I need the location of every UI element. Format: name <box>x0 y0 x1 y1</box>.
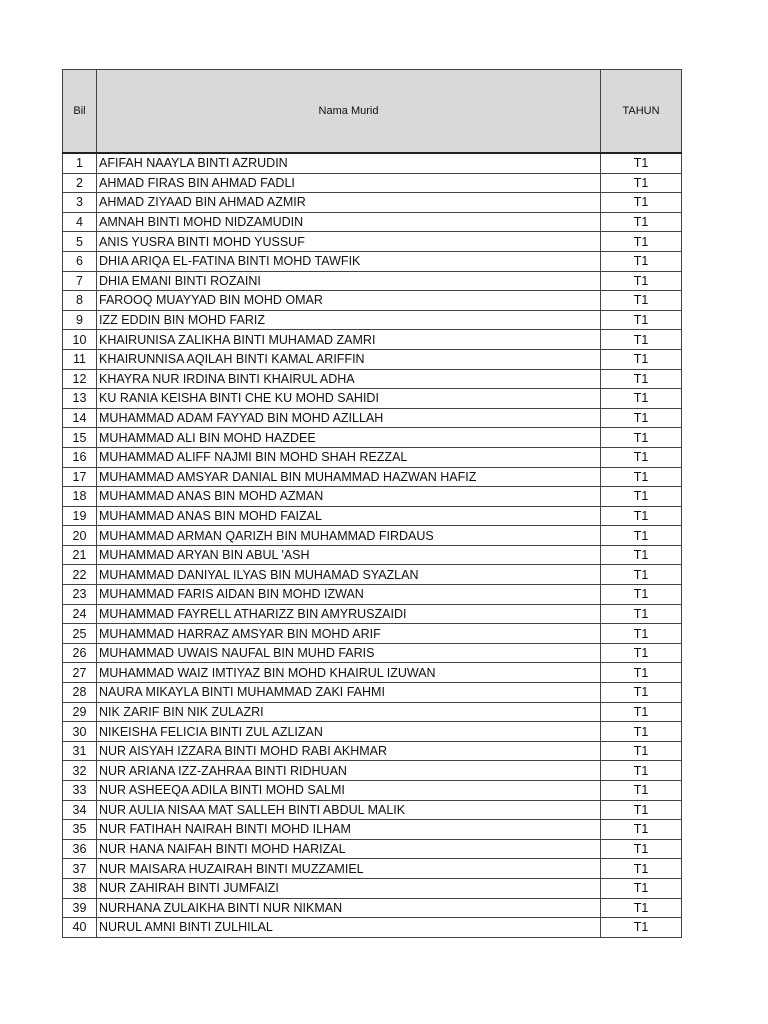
year-cell: T1 <box>601 330 682 350</box>
student-name: NUR ASHEEQA ADILA BINTI MOHD SALMI <box>97 781 601 801</box>
year-cell: T1 <box>601 722 682 742</box>
student-name: MUHAMMAD ALI BIN MOHD HAZDEE <box>97 428 601 448</box>
student-name: MUHAMMAD WAIZ IMTIYAZ BIN MOHD KHAIRUL IZUWAN <box>97 663 601 683</box>
student-name: DHIA EMANI BINTI ROZAINI <box>97 271 601 291</box>
student-name: NUR AULIA NISAA MAT SALLEH BINTI ABDUL MALIK <box>97 800 601 820</box>
year-cell: T1 <box>601 624 682 644</box>
table-row <box>63 369 682 389</box>
student-name: IZZ EDDIN BIN MOHD FARIZ <box>97 310 601 330</box>
row-number: 12 <box>63 369 97 389</box>
student-name: MUHAMMAD HARRAZ AMSYAR BIN MOHD ARIF <box>97 624 601 644</box>
student-name: NUR ARIANA IZZ-ZAHRAA BINTI RIDHUAN <box>97 761 601 781</box>
row-number: 16 <box>63 447 97 467</box>
row-number: 17 <box>63 467 97 487</box>
table-row <box>63 232 682 252</box>
student-name: NIKEISHA FELICIA BINTI ZUL AZLIZAN <box>97 722 601 742</box>
row-number: 20 <box>63 526 97 546</box>
year-cell: T1 <box>601 212 682 232</box>
row-number: 10 <box>63 330 97 350</box>
year-cell: T1 <box>601 251 682 271</box>
table-row <box>63 663 682 683</box>
row-number: 14 <box>63 408 97 428</box>
table-row <box>63 408 682 428</box>
student-name: FAROOQ MUAYYAD BIN MOHD OMAR <box>97 291 601 311</box>
year-cell: T1 <box>601 506 682 526</box>
year-cell: T1 <box>601 271 682 291</box>
year-cell: T1 <box>601 741 682 761</box>
year-cell: T1 <box>601 369 682 389</box>
row-number: 37 <box>63 859 97 879</box>
year-cell: T1 <box>601 878 682 898</box>
table-row <box>63 643 682 663</box>
table-row <box>63 251 682 271</box>
row-number: 26 <box>63 643 97 663</box>
year-cell: T1 <box>601 781 682 801</box>
row-number: 4 <box>63 212 97 232</box>
row-number: 25 <box>63 624 97 644</box>
table-row <box>63 722 682 742</box>
student-name: NIK ZARIF BIN NIK ZULAZRI <box>97 702 601 722</box>
table-row <box>63 918 682 938</box>
row-number: 3 <box>63 193 97 213</box>
year-cell: T1 <box>601 408 682 428</box>
row-number: 31 <box>63 741 97 761</box>
year-cell: T1 <box>601 663 682 683</box>
year-cell: T1 <box>601 820 682 840</box>
student-name: MUHAMMAD UWAIS NAUFAL BIN MUHD FARIS <box>97 643 601 663</box>
row-number: 23 <box>63 585 97 605</box>
year-cell: T1 <box>601 467 682 487</box>
year-cell: T1 <box>601 683 682 703</box>
student-name: KHAIRUNISA ZALIKHA BINTI MUHAMAD ZAMRI <box>97 330 601 350</box>
table-row <box>63 624 682 644</box>
row-number: 2 <box>63 173 97 193</box>
table-row <box>63 839 682 859</box>
table-row <box>63 702 682 722</box>
table-row <box>63 820 682 840</box>
year-cell: T1 <box>601 526 682 546</box>
year-cell: T1 <box>601 859 682 879</box>
row-number: 7 <box>63 271 97 291</box>
year-cell: T1 <box>601 389 682 409</box>
row-number: 19 <box>63 506 97 526</box>
student-name: MUHAMMAD ARMAN QARIZH BIN MUHAMMAD FIRDAUS <box>97 526 601 546</box>
student-name: NUR FATIHAH NAIRAH BINTI MOHD ILHAM <box>97 820 601 840</box>
table-row <box>63 604 682 624</box>
row-number: 29 <box>63 702 97 722</box>
student-name: MUHAMMAD AMSYAR DANIAL BIN MUHAMMAD HAZWAN HAFIZ <box>97 467 601 487</box>
table-row <box>63 349 682 369</box>
year-cell: T1 <box>601 918 682 938</box>
year-cell: T1 <box>601 173 682 193</box>
student-name: KHAIRUNNISA AQILAH BINTI KAMAL ARIFFIN <box>97 349 601 369</box>
student-name: AMNAH BINTI MOHD NIDZAMUDIN <box>97 212 601 232</box>
table-row <box>63 565 682 585</box>
header-nama-murid: Nama Murid <box>97 70 601 154</box>
year-cell: T1 <box>601 585 682 605</box>
year-cell: T1 <box>601 545 682 565</box>
year-cell: T1 <box>601 800 682 820</box>
table-row <box>63 330 682 350</box>
student-name: DHIA ARIQA EL-FATINA BINTI MOHD TAWFIK <box>97 251 601 271</box>
row-number: 39 <box>63 898 97 918</box>
student-name: NUR HANA NAIFAH BINTI MOHD HARIZAL <box>97 839 601 859</box>
row-number: 11 <box>63 349 97 369</box>
table-header <box>63 70 682 154</box>
table-row <box>63 487 682 507</box>
table-body <box>63 153 682 937</box>
year-cell: T1 <box>601 898 682 918</box>
header-bil: Bil <box>63 70 97 154</box>
student-name: MUHAMMAD DANIYAL ILYAS BIN MUHAMAD SYAZLAN <box>97 565 601 585</box>
table-row <box>63 212 682 232</box>
year-cell: T1 <box>601 839 682 859</box>
year-cell: T1 <box>601 761 682 781</box>
row-number: 35 <box>63 820 97 840</box>
student-name: MUHAMMAD FAYRELL ATHARIZZ BIN AMYRUSZAIDI <box>97 604 601 624</box>
table-row <box>63 898 682 918</box>
row-number: 22 <box>63 565 97 585</box>
year-cell: T1 <box>601 153 682 173</box>
row-number: 38 <box>63 878 97 898</box>
table-row <box>63 193 682 213</box>
table-row <box>63 741 682 761</box>
table-row <box>63 447 682 467</box>
student-name: KU RANIA KEISHA BINTI CHE KU MOHD SAHIDI <box>97 389 601 409</box>
year-cell: T1 <box>601 291 682 311</box>
year-cell: T1 <box>601 428 682 448</box>
year-cell: T1 <box>601 604 682 624</box>
table-row <box>63 389 682 409</box>
table-row <box>63 800 682 820</box>
row-number: 9 <box>63 310 97 330</box>
table-row <box>63 585 682 605</box>
table-row <box>63 545 682 565</box>
row-number: 13 <box>63 389 97 409</box>
table-row <box>63 153 682 173</box>
row-number: 33 <box>63 781 97 801</box>
row-number: 36 <box>63 839 97 859</box>
row-number: 24 <box>63 604 97 624</box>
year-cell: T1 <box>601 643 682 663</box>
student-name: NUR ZAHIRAH BINTI JUMFAIZI <box>97 878 601 898</box>
year-cell: T1 <box>601 487 682 507</box>
student-name: KHAYRA NUR IRDINA BINTI KHAIRUL ADHA <box>97 369 601 389</box>
row-number: 18 <box>63 487 97 507</box>
student-name: MUHAMMAD ANAS BIN MOHD FAIZAL <box>97 506 601 526</box>
student-name: NURHANA ZULAIKHA BINTI NUR NIKMAN <box>97 898 601 918</box>
table-row <box>63 878 682 898</box>
student-name: AHMAD ZIYAAD BIN AHMAD AZMIR <box>97 193 601 213</box>
year-cell: T1 <box>601 232 682 252</box>
student-name: NAURA MIKAYLA BINTI MUHAMMAD ZAKI FAHMI <box>97 683 601 703</box>
row-number: 30 <box>63 722 97 742</box>
row-number: 5 <box>63 232 97 252</box>
row-number: 28 <box>63 683 97 703</box>
table-row <box>63 271 682 291</box>
table-row <box>63 506 682 526</box>
table-row <box>63 683 682 703</box>
header-row <box>63 70 682 154</box>
student-name: MUHAMMAD ARYAN BIN ABUL 'ASH <box>97 545 601 565</box>
table-row <box>63 859 682 879</box>
year-cell: T1 <box>601 193 682 213</box>
row-number: 6 <box>63 251 97 271</box>
table-row <box>63 291 682 311</box>
header-tahun: TAHUN <box>601 70 682 154</box>
student-name: ANIS YUSRA BINTI MOHD YUSSUF <box>97 232 601 252</box>
year-cell: T1 <box>601 447 682 467</box>
student-name: NURUL AMNI BINTI ZULHILAL <box>97 918 601 938</box>
student-name: MUHAMMAD ALIFF NAJMI BIN MOHD SHAH REZZAL <box>97 447 601 467</box>
row-number: 27 <box>63 663 97 683</box>
student-name: AHMAD FIRAS BIN AHMAD FADLI <box>97 173 601 193</box>
table-row <box>63 310 682 330</box>
student-name: MUHAMMAD FARIS AIDAN BIN MOHD IZWAN <box>97 585 601 605</box>
row-number: 40 <box>63 918 97 938</box>
row-number: 8 <box>63 291 97 311</box>
table-row <box>63 173 682 193</box>
student-name: MUHAMMAD ADAM FAYYAD BIN MOHD AZILLAH <box>97 408 601 428</box>
row-number: 21 <box>63 545 97 565</box>
table-row <box>63 467 682 487</box>
table-row <box>63 761 682 781</box>
student-name: NUR AISYAH IZZARA BINTI MOHD RABI AKHMAR <box>97 741 601 761</box>
student-name: AFIFAH NAAYLA BINTI AZRUDIN <box>97 153 601 173</box>
table-row <box>63 428 682 448</box>
student-list-table <box>62 69 682 938</box>
table-row <box>63 526 682 546</box>
year-cell: T1 <box>601 565 682 585</box>
row-number: 1 <box>63 153 97 173</box>
student-name: MUHAMMAD ANAS BIN MOHD AZMAN <box>97 487 601 507</box>
student-name: NUR MAISARA HUZAIRAH BINTI MUZZAMIEL <box>97 859 601 879</box>
row-number: 32 <box>63 761 97 781</box>
year-cell: T1 <box>601 310 682 330</box>
table-row <box>63 781 682 801</box>
year-cell: T1 <box>601 349 682 369</box>
row-number: 15 <box>63 428 97 448</box>
year-cell: T1 <box>601 702 682 722</box>
row-number: 34 <box>63 800 97 820</box>
